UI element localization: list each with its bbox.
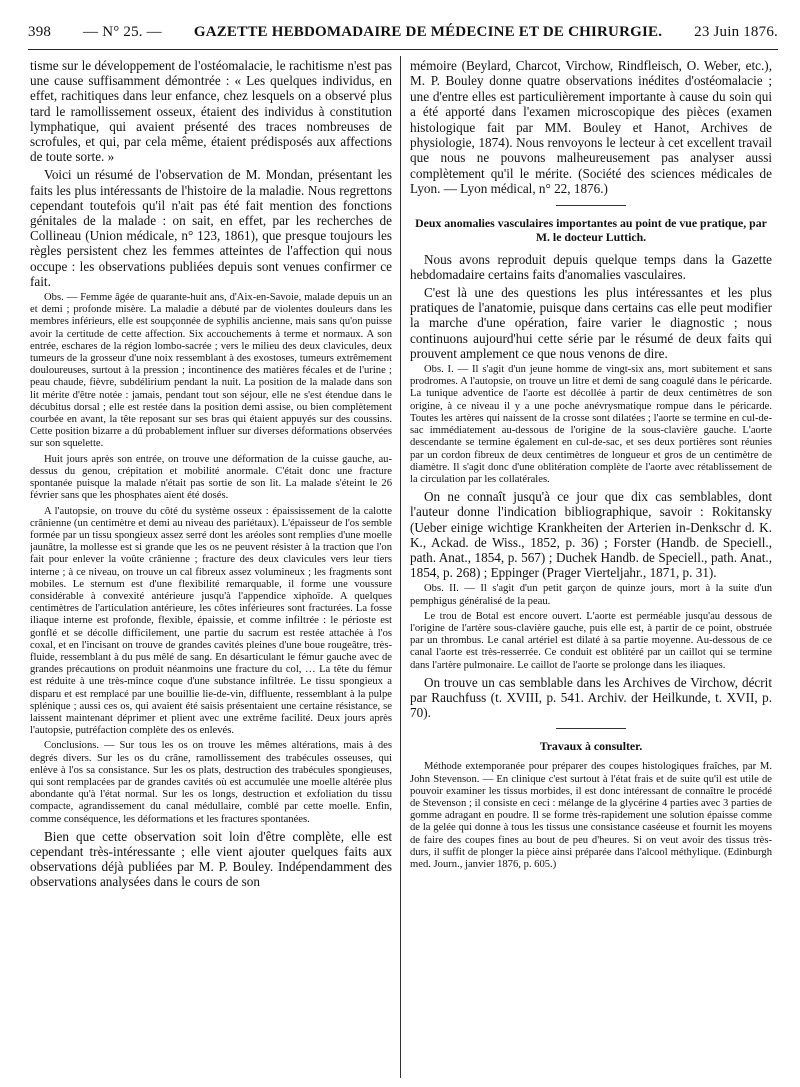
column-divider — [400, 56, 401, 1078]
paragraph: On ne connaît jusqu'à ce jour que dix cas semblables, dont l'auteur donne l'indication bibliographique, savoir : Rokitansky (Ueber einige wichtige Krankheiten der Arterien in-Denkschr d. K. K., Ackad. de Wiss., 1852, p. 36) ; Forster (Handb. de Speciell., path. Anat., 1854, p. 567) ; Duchek Handb. de Speciell., path. Anat., 1854, p. 268) ; Eppinger (Prager Vierteljahr., 1871, p. 31). — [410, 489, 772, 581]
paragraph: Méthode extemporanée pour préparer des coupes histologiques fraîches, par M. John Stevenson. — En clinique c'est surtout à l'état frais et de suite qu'il est utile de pouvoir examiner les tissus morbides, il est donc intéressant de connaître le procédé de Stevenson ; il consiste en ceci : mélange de la glycérine 4 parties avec 3 parties de gomme adragant en poudre. Il se forme très-rapidement une solution épaisse comme de la gelée qui donne à tous les tissus une consistance caséeuse et fournit les moyens de faire des coupes fines au bout de peu d'heures. Si on veut avoir des tissus très-durs, il suffit de plonger la pièce ainsi préparée dans l'alcool méthylique. (Edinburgh med. Journ., janvier 1876, p. 605.) — [410, 761, 772, 870]
section-title-travaux: Travaux à consulter. — [539, 739, 643, 754]
section-rule — [556, 728, 626, 729]
left-column — [30, 58, 392, 1078]
section-title-vascular-anomalies: Deux anomalies vasculaires importantes au point de vue pratique, par M. le docteur Luttich. — [415, 215, 767, 244]
observation-paragraph: Obs. — Femme âgée de quarante-huit ans, d'Aix-en-Savoie, malade depuis un an et demi ; profonde misère. La maladie a débuté par de violentes douleurs dans les membres inférieurs, elle est soupçonnée de syphilis ancienne, mais sans qu'on puisse avoir la certitude de cette affection. Six accouchements à terme et normaux. A son entrée, eschares de la région lombo-sacrée ; vers le milieu des deux clavicules, deux tumeurs de la grosseur d'une noix ressemblant à des exostoses, tumeurs extrêmement douloureuses, surtout à la pression ; incontinence des matières fécales et de l'urine ; peau chaude, fièvre, subdélirium pendant la nuit. La position de la malade dans son lit mérite d'être notée : jamais, pendant tout son séjour, elle ne s'est étendue dans le décubitus dorsal ; elle est restée dans la position demi assise, ou bien complètement courbée en avant, la tête reposant sur ses bras qui étaient appuyés sur des coussins. Cette position bizarre a dû probablement influer sur diverses déformations observées sur son squelette. — [30, 292, 392, 450]
observation-paragraph: Obs. II. — Il s'agit d'un petit garçon de quinze jours, mort à la suite d'un pemphigus généralisé de la peau. — [410, 583, 772, 607]
journal-title: GAZETTE HEBDOMADAIRE DE MÉDECINE ET DE CHIRURGIE. — [193, 23, 663, 40]
paragraph: Nous avons reproduit depuis quelque temps dans la Gazette hebdomadaire certains faits d'anomalies vasculaires. — [410, 251, 772, 282]
paragraph: On trouve un cas semblable dans les Archives de Virchow, décrit par Rauchfuss (t. XVIII, p. 541. Archiv. der Heilkunde, t. XVII, p. 70). — [410, 674, 772, 721]
right-column — [410, 58, 772, 1078]
issue-date: 23 Juin 1876. — [694, 23, 778, 40]
paragraph: Voici un résumé de l'observation de M. Mondan, présentant les faits les plus intéressants de l'histoire de la maladie. Nous regrettons cependant toutefois qu'il n'ait pas été fait mention des fonctions génitales de la malade : on sait, en effet, par les recherches de Collineau (Union médicale, n° 123, 1861), que presque toujours les règles persistent chez les femmes atteintes de l'affection qui nous occupe : les observations publiées depuis sont venues confirmer ce fait. — [30, 167, 392, 289]
conclusions-paragraph: Conclusions. — Sur tous les os on trouve les mêmes altérations, mais à des degrés divers. Sur les os du crâne, ramollissement des trabécules osseuses, qui enlève à l'os sa consistance. Sur les os plats, destruction des trabécules spongieuses, qui sont remplacées par de grandes cavités où est accumulée une moelle altérée plus abondante qu'à l'état normal. Sur les os longs, destruction et exfoliation du tissu compacte, agrandissement du canal médullaire, comblé par cette moelle. Enfin, comme conséquence, les déformations et les fractures spontanées. — [30, 740, 392, 825]
section-rule — [556, 205, 626, 206]
paragraph: C'est là une des questions les plus intéressantes et les plus pratiques de l'anatomie, puisque dans certains cas elle peut modifier la marche d'une opération, faire varier le diagnostic ; nous continuons aujourd'hui cette série par le résumé de deux faits qui prouvent amplement ce que nous venons de dire. — [410, 285, 772, 361]
header-rule — [28, 49, 778, 50]
paragraph: mémoire (Beylard, Charcot, Virchow, Rindfleisch, O. Weber, etc.), M. P. Bouley donne quatre observations inédites d'ostéomalacie ; une d'entre elles est particulièrement importante à cause du soin qui a été apporté dans l'examen microscopique des pièces (examen histologique fait par MM. Bouley et Hanot, Archives de physiologie, 1874). Nous renvoyons le lecteur à cet excellent travail que nous ne pouvons malheureusement pas analyser aussi complètement qu'il le mérite. (Société des sciences médicales de Lyon. — Lyon médical, n° 22, 1876.) — [410, 58, 772, 197]
page-header — [28, 20, 778, 44]
paragraph: tisme sur le développement de l'ostéomalacie, le rachitisme n'est pas une cause suffisamment démontrée : « Les quelques individus, en effet, rachitiques dans leur enfance, chez lesquels on a observé plus tard le ramollissement osseux, étaient des individus à constitution lymphatique, qui avaient présenté des traces nombreuses de scrofules, et qui, par cela même, étaient prédisposés aux affections de toute sorte. » — [30, 58, 392, 165]
issue-number: — N° 25. — — [83, 23, 162, 40]
observation-paragraph: Huit jours après son entrée, on trouve une déformation de la cuisse gauche, au-dessus du genou, crépitation et mobilité anormale. C'était donc une fracture spontanée puisque la malade n'était pas sortie de son lit. La malade s'éteint le 26 février sans que les phosphates aient été dosés. — [30, 453, 392, 502]
page-number: 398 — [28, 23, 52, 40]
paragraph: Bien que cette observation soit loin d'être complète, elle est cependant très-intéressante ; elle vient ajouter quelques faits aux observations déjà publiées par M. P. Bouley. Indépendamment des observations analysées dans le cours de son — [30, 828, 392, 890]
observation-paragraph: Le trou de Botal est encore ouvert. L'aorte est perméable jusqu'au dessous de l'origine de l'artère sous-clavière gauche, puis elle est, à partir de ce point, obstruée par un thrombus. Le canal artériel est dilaté à sa partie moyenne. Au-dessous de ce canal l'aorte est très-resserrée. Ce conduit est oblitéré par un caillot qui se termine dans l'artère pulmonaire. Le caillot de l'aorte se prolonge dans les iliaques. — [410, 610, 772, 671]
autopsy-paragraph: A l'autopsie, on trouve du côté du système osseux : épaississement de la calotte crânienne (un centimètre et demi au niveau des pariétaux). L'épaisseur de l'os semble formée par un tissu spongieux assez serré dont les aréoles sont remplies d'une moelle jaunâtre, la mollesse est si grande que les os ne peuvent résister à la traction que l'on fait pour enlever la voûte crânienne ; fracture des deux clavicules vers leur tiers interne ; à ce niveau, on trouve un cal fibreux assez volumineux ; les fragments sont mobiles. Le sternum est d'une flexibilité remarquable, il forme une voussure considérable à convexité antérieure jusqu'à l'appendice xiphoïde. A quelques centimètres de l'articulation antérieure, les côtes inférieures sont fracturées. La fosse iliaque interne est profonde, flexible, épaissie, et comme infiltrée : le périoste est gonflé et se décolle difficilement, une partie du sacrum est restée attachée à l'os coxal, et en l'incisant on trouve de grandes cavités pleines d'une boue rougeâtre, très-fluide, ressemblant à du pus mêlé de sang. En désarticulant le fémur gauche avec de grandes précautions on produit néanmoins une fracture du col, … La tête du fémur est réduite à une très-mince coque d'une substance infiltrée. Le tissu spongieux a disparu et est remplacé par une bouillie lie-de-vin, diffluente, ressemblant à la pulpe splénique ; aussi ces os, qui avaient été saisis présentaient une certaine résistance, se laissent maintenant déprimer et plient avec une extrême facilité. Deux jours après l'autopsie, putréfaction complète des os enlevés. — [30, 505, 392, 737]
observation-paragraph: Obs. I. — Il s'agit d'un jeune homme de vingt-six ans, mort subitement et sans prodromes. A l'autopsie, on trouve un litre et demi de sang coagulé dans le péricarde. La tunique adventice de l'aorte est décollée à partir de deux centimètres de son origine, à ce niveau il y a une poche anévrysmatique rompue dans le péricarde. Toutes les artères qui naissent de la crosse sont dilatées ; l'aorte se termine en cul-de-sac immédiatement au-dessous de l'origine de la sous-clavière gauche. L'aorte descendante se termine également en cul-de-sac, et ses deux portières sont réunies par un cordon fibreux de deux centimètres de longueur et gros de un centimètre de diamètre. Il s'agit donc d'une oblitération complète de l'aorte avec rétablissement de la circulation par les collatérales. — [410, 364, 772, 485]
